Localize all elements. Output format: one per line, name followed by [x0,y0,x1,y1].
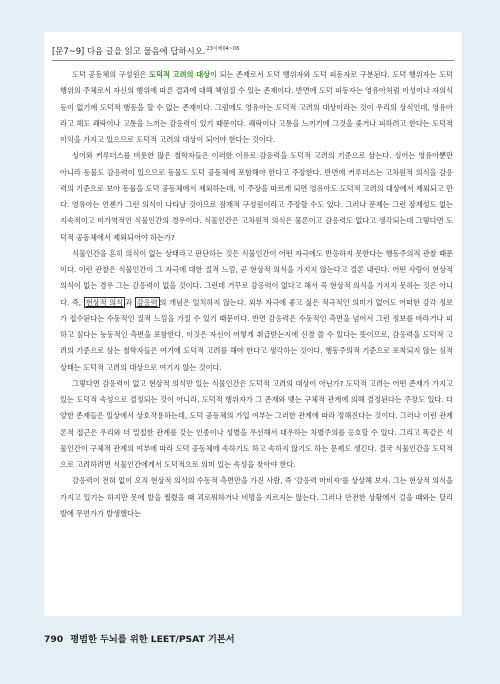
question-header [52,42,452,56]
book-title: 평범한 두뇌를 위한 LEET/PSAT 기본서 [70,634,235,645]
p1-text-start: 도덕 공동체의 구성원은 [72,70,150,79]
p3-text-connector: 과 [125,297,135,307]
p3-text-rest: 의 개념은 일치하지 않는다. 외부 자극에 좋고 싫은 적극적인 의미가 없어도 어떠한 감각 정보가 접수된다는 수동적인 질적 느낌을 가질 수 있기 때문이다. 반면 감응력은 수동적인 측면을 넘어서 그런 정보를 바라거나 피하고 싶다는 능동적인 측면을 포함한다. 이것은 자신이 어떻게 취급받는지에 신경 쓸 수 있다는 뜻이므로, 감응력을 도덕적 고려의 기준으로 삼는 철학자들은 여기에 도덕적 고려를 해야 한다고 생각하는 것이다. 행동주의적 기준으로 포착되지 않는 심적 상태는 도덕적 고려의 대상으로 여기지 않는 것이다. [60,297,453,372]
paragraph-1 [60,67,453,148]
question-source: 23이해04~06 [206,46,240,52]
header-rule [52,60,454,61]
p3-text-start: 식물인간을 흔히 의식이 없는 상태라고 판단하는 것은 식물인간이 어떤 자극에도 반응하지 못한다는 행동주의적 관찰 때문이다. 이런 관찰은 식물인간이 그 자극에 대한 질적 느낌, 곧 현상적 의식을 가지지 않는다고 결론 내린다. 어떤 사람이 현상적 의식이 없는 경우 그는 감응력이 없을 것이다. 그런데 거꾸로 감응력이 없다고 해서 꼭 현상적 의식을 가지지 못하는 것은 아니다. 즉, [60,248,453,307]
paragraph-5: 감응력이 전혀 없이 오직 현상적 의식의 수동적 측면만을 가진 사람, 즉 '감응력 마비자'를 상상해 보자. 그는 현상적 의식을 가지고 있기는 하지만 못에 발을 찔렸을 때 괴로워하거나 비명을 지르지는 않는다. 그러나 안전한 상황에서 걸을 때와는 달리 발에 무언가가 발생했다는 [60,476,453,518]
reading-passage [60,67,453,522]
question-header-text: [문7~9] 다음 글을 읽고 물음에 답하시오. [52,46,206,56]
page-footer [44,632,464,648]
paragraph-3 [60,246,453,376]
paragraph-4: 그렇다면 감응력이 없고 현상적 의식만 있는 식물인간은 도덕적 고려의 대상이 아닌가? 도덕적 고려는 어떤 존재가 가지고 있는 도덕적 속성으로 결정되는 것이 아니라, 도덕적 행위자가 그 존재와 맺는 구체적 관계에 의해 결정된다는 주장도 있다. 다양한 존재들은 일상에서 상호작용하는데, 도덕 공동체의 가입 여부는 그러한 관계에 따라 정해진다는 것이다. 그러나 이런 관계론적 접근은 우리와 더 밀접한 관계를 갖는 인종이나 성별을 우선해서 대우하는 차별주의를 옹호할 수 있다. 그리고 똑같은 식물인간이 구체적 관계의 여부에 따라 도덕 공동체에 속하기도 하고 속하지 않기도 하는 문제도 생긴다. 결국 식물인간을 도덕적으로 고려하려면 식물인간에게서 도덕적으로 의미 있는 속성을 찾아야 한다. [60,378,453,469]
book-page [44,32,462,616]
sentience-term: 감응력 [136,297,158,307]
paragraph-2: 싱어와 커루더스를 비롯한 많은 철학자들은 이러한 이유로 감응력을 도덕적 고려의 기준으로 삼는다. 싱어는 영유아뿐만 아니라 동물도 감응력이 있으므로 동물도 도덕 공동체에 포함해야 한다고 주장한다. 반면에 커루더스는 고차원적 의식을 감응력의 기준으로 보아 동물을 도덕 공동체에서 제외하는데, 이 주장을 따르게 되면 영유아도 도덕적 고려의 대상에서 제외되고 만다. 영유아는 언젠가 그런 의식이 나타날 것이므로 잠재적 구성원이라고 주장할 수도 있다. 그러나 문제는 그런 잠재성도 없는 지속적이고 비가역적인 식물인간의 경우이다. 식물인간은 고차원적 의식은 물론이고 감응력도 없다고 생각되는데 그렇다면 도덕적 공동체에서 제외되어야 하는가? [60,151,453,242]
p1-text-rest: 이 되는 존재로서 도덕 행위자와 도덕 피동자로 구분된다. 도덕 행위자는 도덕 행위의 주체로서 자신의 행위에 따른 결과에 대해 책임질 수 있는 존재이다. 반면에 도덕 피동자는 영유아처럼 이성이나 자의식 등이 없기에 도덕적 행동을 할 수 없는 존재이다. 그럼에도 영유아는 도덕적 고려의 대상이라는 것이 우리의 상식인데, 영유아라고 해도 쾌락이나 고통을 느끼는 감응력이 있기 때문이다. 쾌락이나 고통을 느끼기에 그것을 좇거나 피하려고 한다는 도덕적 이익을 가지고 있으므로 도덕적 고려의 대상이 되어야 한다는 것이다. [60,70,453,144]
top-margin-band [0,0,500,28]
moral-consideration-highlight: 도덕적 고려의 대상 [149,70,211,79]
phenomenal-consciousness-term: 현상적 의식 [85,297,124,307]
page-number: 790 [44,634,64,645]
